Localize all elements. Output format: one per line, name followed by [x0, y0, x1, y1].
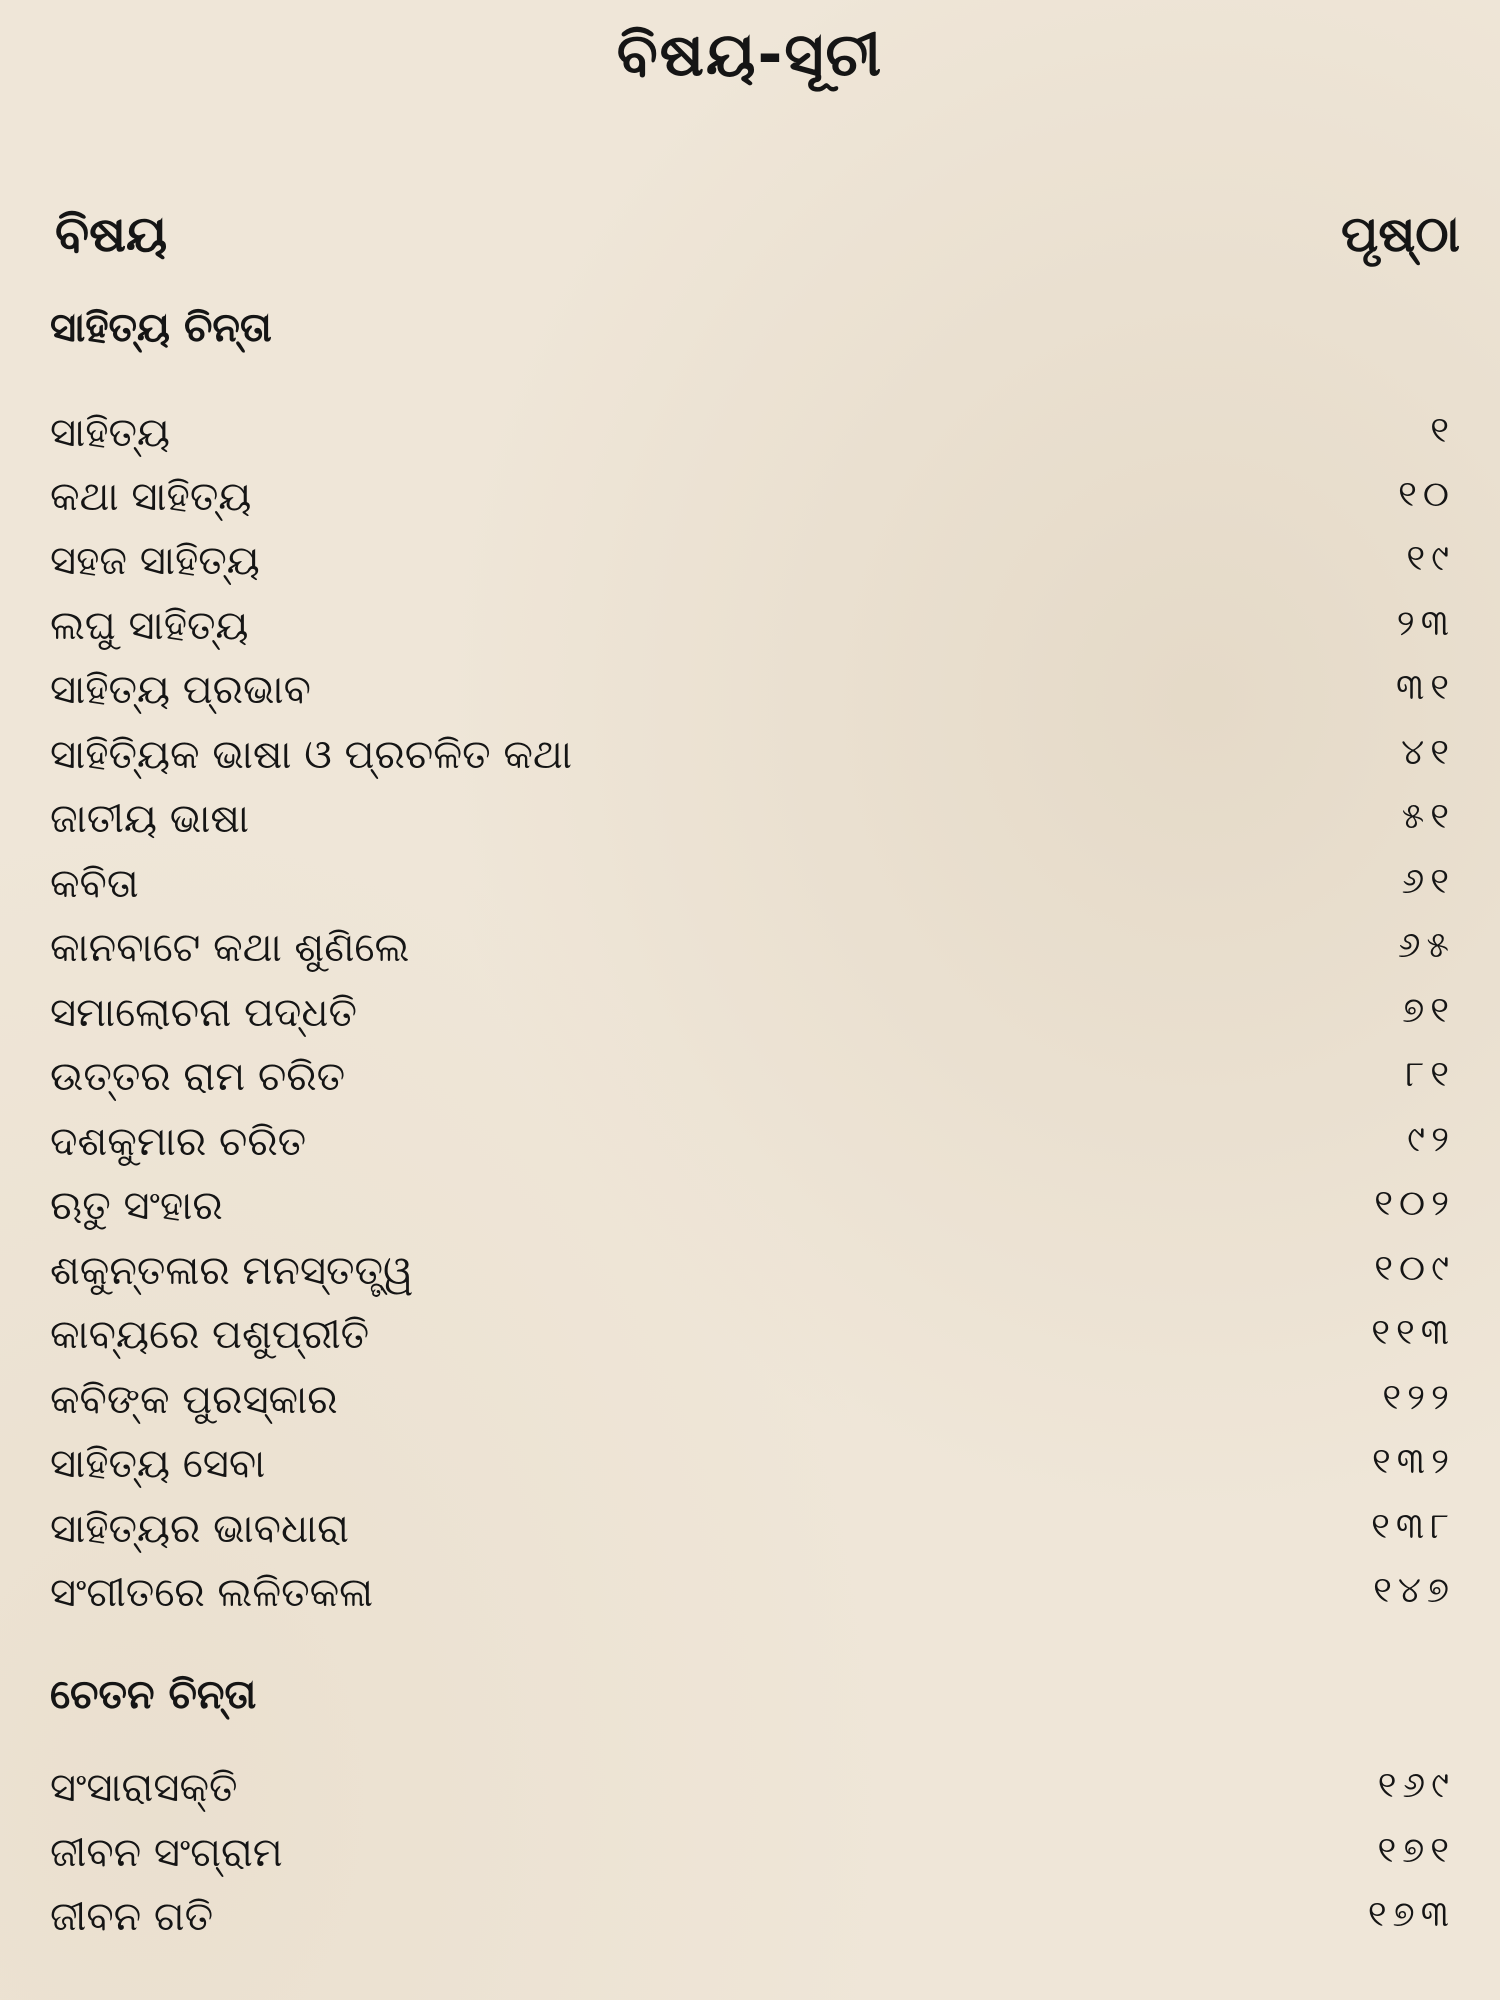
- toc-entry: [50, 1830, 1455, 1894]
- entry-page-number: ୧୪୭: [1373, 1570, 1455, 1611]
- toc-entry: [50, 603, 1455, 667]
- entry-title: ଋତୁ ସଂହାର: [50, 1183, 223, 1229]
- toc-entry: [50, 796, 1455, 860]
- entry-page-number: ୫୧: [1401, 796, 1455, 837]
- entry-page-number: ୧୦: [1398, 474, 1455, 515]
- toc-entry: [50, 474, 1455, 538]
- entry-page-number: ୬୧: [1401, 861, 1455, 902]
- toc-entry: [50, 1183, 1455, 1247]
- toc-entry: [50, 1054, 1455, 1118]
- entry-page-number: ୯୨: [1407, 1119, 1455, 1160]
- entry-title: କବିତା: [50, 861, 139, 907]
- entry-title: ଦଶକୁମାର ଚରିତ: [50, 1119, 307, 1165]
- entry-title: ସାହିତ୍ୟର ଭାବଧାରା: [50, 1506, 349, 1552]
- entry-page-number: ୧୩୨: [1372, 1441, 1455, 1482]
- toc-entry: [50, 990, 1455, 1054]
- entry-title: ସାହିତ୍ୟ ପ୍ରଭାବ: [50, 667, 311, 713]
- entry-page-number: ୧୭୧: [1377, 1830, 1455, 1871]
- entry-title: ଜୀବନ ଗତି: [50, 1894, 214, 1940]
- toc-entry: [50, 1377, 1455, 1441]
- toc-entry: [50, 861, 1455, 925]
- toc-entry: [50, 1506, 1455, 1570]
- entry-page-number: ୨୩: [1396, 603, 1455, 644]
- entry-title: ସାହିତ୍ୟ: [50, 410, 171, 456]
- entry-title: କାନବାଟେ କଥା ଶୁଣିଲେ: [50, 925, 410, 971]
- toc-entry: [50, 1119, 1455, 1183]
- entry-title: ସଂସାରାସକ୍ତି: [50, 1765, 238, 1811]
- toc-entry: [50, 1894, 1455, 1958]
- toc-entry: [50, 1441, 1455, 1505]
- entry-page-number: ୧: [1430, 410, 1455, 451]
- toc-entry: [50, 1765, 1455, 1829]
- entry-title: ସାହିତ୍ୟିକ ଭାଷା ଓ ପ୍ରଚଳିତ କଥା: [50, 732, 572, 778]
- toc-entry: [50, 410, 1455, 474]
- entry-page-number: ୪୧: [1401, 732, 1455, 773]
- entry-title: କଥା ସାହିତ୍ୟ: [50, 474, 252, 520]
- entry-title: ଲଘୁ ସାହିତ୍ୟ: [50, 603, 249, 649]
- entry-page-number: ୬୫: [1397, 925, 1455, 966]
- entry-page-number: ୧୯: [1406, 538, 1455, 579]
- entry-title: ଉତ୍ତର ରାମ ଚରିତ: [50, 1054, 346, 1100]
- page-title: ବିଷୟ-ସୂଚୀ: [616, 20, 884, 90]
- entry-title: ସହଜ ସାହିତ୍ୟ: [50, 538, 260, 584]
- entry-title: ଜାତୀୟ ଭାଷା: [50, 796, 249, 842]
- entry-page-number: ୧୬୯: [1377, 1765, 1455, 1806]
- entry-page-number: ୮୧: [1405, 1054, 1455, 1095]
- subject-column-heading: ବିଷୟ: [55, 205, 168, 263]
- section-heading-2: ଚେତନ ଚିନ୍ତା: [50, 1672, 257, 1718]
- entry-page-number: ୧୩୮: [1371, 1506, 1455, 1547]
- entry-title: ଶକୁନ୍ତଳାର ମନସ୍ତତ୍ତ୍ୱ: [50, 1248, 414, 1294]
- entry-page-number: ୧୦୯: [1374, 1248, 1455, 1289]
- entry-page-number: ୩୧: [1395, 667, 1455, 708]
- entry-title: ଜୀବନ ସଂଗ୍ରାମ: [50, 1830, 283, 1876]
- entry-title: ସଂଗୀତରେ ଲଳିତକଳା: [50, 1570, 374, 1616]
- entry-page-number: ୧୧୩: [1371, 1312, 1455, 1353]
- entry-page-number: ୧୨୨: [1382, 1377, 1455, 1418]
- entry-page-number: ୭୧: [1402, 990, 1455, 1031]
- toc-entry: [50, 1570, 1455, 1634]
- entry-title: ସାହିତ୍ୟ ସେବା: [50, 1441, 266, 1487]
- toc-entry: [50, 925, 1455, 989]
- toc-entry: [50, 1248, 1455, 1312]
- entry-title: ସମାଲୋଚନା ପଦ୍ଧତି: [50, 990, 358, 1036]
- toc-entry: [50, 732, 1455, 796]
- entry-title: କବିଙ୍କ ପୁରସ୍କାର: [50, 1377, 338, 1423]
- entry-page-number: ୧୦୨: [1374, 1183, 1455, 1224]
- section-heading-1: ସାହିତ୍ୟ ଚିନ୍ତା: [50, 305, 272, 351]
- entry-page-number: ୧୭୩: [1367, 1894, 1455, 1935]
- toc-entry: [50, 667, 1455, 731]
- page-column-heading: ପୃଷ୍ଠା: [1340, 205, 1460, 263]
- toc-entry: [50, 538, 1455, 602]
- entry-title: କାବ୍ୟରେ ପଶୁପ୍ରୀତି: [50, 1312, 370, 1358]
- toc-entry: [50, 1312, 1455, 1376]
